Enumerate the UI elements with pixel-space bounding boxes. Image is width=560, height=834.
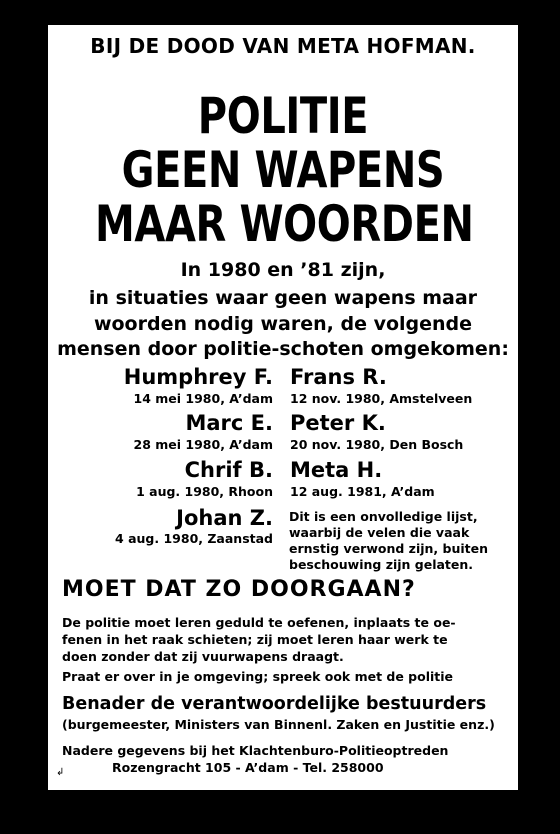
victim-detail: 14 mei 1980, A’dam — [133, 391, 273, 406]
victim-detail: 12 nov. 1980, Amstelveen — [290, 391, 473, 406]
paragraph-line: fenen in het raak schieten; zij moet leren haar werk te — [62, 632, 448, 647]
note-line: ernstig verwond zijn, buiten — [289, 541, 488, 556]
contact-address: Rozengracht 105 - A’dam - Tel. 258000 — [112, 760, 384, 775]
victim-name: Peter K. — [290, 411, 386, 435]
list-note — [289, 509, 488, 573]
victim-name: Marc E. — [185, 411, 273, 435]
victim-detail: 4 aug. 1980, Zaanstad — [115, 531, 273, 546]
paragraph-line: De politie moet leren geduld te oefenen, inplaats te oe- — [62, 615, 456, 630]
note-line: beschouwing zijn gelaten. — [289, 557, 474, 572]
headline-line-3: MAAR WOORDEN — [95, 195, 474, 253]
appeal-subtext: (burgemeester, Ministers van Binnenl. Zaken en Justitie enz.) — [62, 717, 495, 732]
victim-name: Meta H. — [290, 458, 383, 482]
kicker-text: BIJ DE DOOD VAN META HOFMAN. — [90, 34, 476, 58]
paragraph-line: doen zonder dat zij vuurwapens draagt. — [62, 649, 344, 664]
victim-detail: 1 aug. 1980, Rhoon — [136, 484, 273, 499]
victim-name: Chrif B. — [184, 458, 273, 482]
note-line: waarbij de velen die vaak — [289, 525, 470, 540]
question-heading: MOET DAT ZO DOORGAAN? — [62, 577, 416, 602]
contact-line: Nadere gegevens bij het Klachtenburo-Politieoptreden — [62, 743, 449, 758]
intro-line-1: In 1980 en ’81 zijn, — [180, 259, 386, 281]
note-line: Dit is een onvolledige lijst, — [289, 509, 478, 524]
victim-name: Frans R. — [290, 365, 387, 389]
paragraph-line: Praat er over in je omgeving; spreek ook met de politie — [62, 669, 454, 684]
victim-name: Humphrey F. — [123, 365, 273, 389]
intro-line-2: in situaties waar geen wapens maar — [88, 287, 478, 309]
headline-line-2: GEEN WAPENS — [121, 141, 445, 199]
appeal-heading: Benader de verantwoordelijke bestuurders — [62, 694, 487, 714]
victim-detail: 20 nov. 1980, Den Bosch — [290, 437, 464, 452]
victim-detail: 28 mei 1980, A’dam — [133, 437, 273, 452]
intro-line-3: woorden nodig waren, de volgende — [93, 313, 473, 335]
intro-line-4: mensen door politie-schoten omgekomen: — [57, 338, 509, 360]
poster-sheet — [48, 25, 518, 790]
headline-line-1: POLITIE — [197, 87, 369, 145]
corner-mark-icon: ↲ — [56, 767, 65, 778]
victim-name: Johan Z. — [176, 506, 273, 530]
victim-detail: 12 aug. 1981, A’dam — [290, 484, 435, 499]
